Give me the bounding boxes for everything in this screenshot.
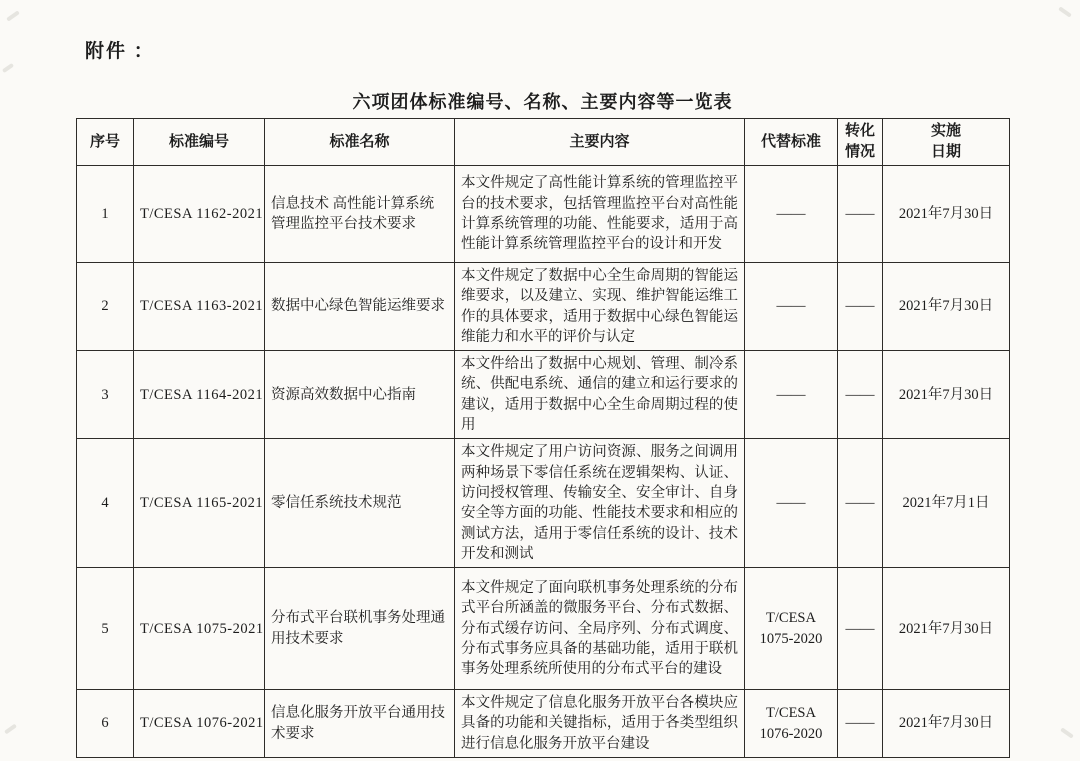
col-header-no: 序号 — [77, 119, 134, 166]
cell-code: T/CESA 1075-2021 — [134, 568, 265, 690]
col-header-code: 标准编号 — [134, 119, 265, 166]
cell-content: 本文件规定了信息化服务开放平台各模块应具备的功能和关键指标，适用于各类型组织进行信息化服务开放平台建设 — [455, 690, 745, 758]
scan-artifact — [4, 724, 17, 735]
col-header-date-line1: 实施 — [930, 123, 961, 139]
page-title: 六项团体标准编号、名称、主要内容等一览表 — [352, 92, 733, 112]
col-header-date — [883, 119, 1010, 166]
cell-replaced: —— — [745, 439, 838, 568]
cell-content: 本文件规定了面向联机事务处理系统的分布式平台所涵盖的微服务平台、分布式数据、分布式缓存访问、全局序列、分布式调度、分布式事务应具备的基础功能，适用于联机事务处理系统所使用的分布式平台的建设 — [455, 568, 745, 690]
cell-replaced: T/CESA 1075-2020 — [745, 568, 838, 690]
cell-name: 数据中心绿色智能运维要求 — [265, 263, 455, 351]
cell-code: T/CESA 1162-2021 — [134, 166, 265, 263]
table-row — [77, 166, 1010, 263]
header-row — [77, 119, 1010, 166]
cell-no: 6 — [77, 690, 134, 758]
cell-name: 信息化服务开放平台通用技术要求 — [265, 690, 455, 758]
cell-conversion: —— — [838, 439, 883, 568]
table-body — [77, 166, 1010, 758]
scan-artifact — [6, 10, 20, 21]
table-row — [77, 439, 1010, 568]
cell-conversion: —— — [838, 351, 883, 439]
table-row — [77, 568, 1010, 690]
cell-no: 2 — [77, 263, 134, 351]
col-header-replaced: 代替标准 — [745, 119, 838, 166]
cell-content: 本文件规定了用户访问资源、服务之间调用两种场景下零信任系统在逻辑架构、认证、访问授权管理、传输安全、安全审计、自身安全等方面的功能、性能技术要求和相应的测试方法，适用于零信任系统的设计、技术开发和测试 — [455, 439, 745, 568]
cell-name: 零信任系统技术规范 — [265, 439, 455, 568]
cell-date: 2021年7月30日 — [883, 690, 1010, 758]
attachment-label: 附件 ： — [85, 41, 155, 62]
col-header-date-line2: 日期 — [930, 144, 961, 160]
cell-replaced: —— — [745, 351, 838, 439]
col-header-content: 主要内容 — [455, 119, 745, 166]
cell-conversion: —— — [838, 690, 883, 758]
cell-code: T/CESA 1165-2021 — [134, 439, 265, 568]
cell-date: 2021年7月30日 — [883, 166, 1010, 263]
col-header-conversion-line1: 转化 — [844, 123, 875, 139]
cell-date: 2021年7月30日 — [883, 263, 1010, 351]
cell-no: 4 — [77, 439, 134, 568]
table-row — [77, 351, 1010, 439]
cell-replaced: —— — [745, 166, 838, 263]
cell-name: 信息技术 高性能计算系统管理监控平台技术要求 — [265, 166, 455, 263]
table-row — [77, 263, 1010, 351]
scan-artifact — [1060, 727, 1074, 738]
scan-artifact — [2, 63, 14, 73]
cell-name: 分布式平台联机事务处理通用技术要求 — [265, 568, 455, 690]
cell-content: 本文件规定了数据中心全生命周期的智能运维要求，以及建立、实现、维护智能运维工作的具体要求，适用于数据中心绿色智能运维能力和水平的评价与认定 — [455, 263, 745, 351]
cell-conversion: —— — [838, 568, 883, 690]
cell-replaced: T/CESA 1076-2020 — [745, 690, 838, 758]
scan-artifact — [1058, 6, 1072, 17]
cell-no: 3 — [77, 351, 134, 439]
cell-date: 2021年7月30日 — [883, 568, 1010, 690]
cell-content: 本文件给出了数据中心规划、管理、制冷系统、供配电系统、通信的建立和运行要求的建议，适用于数据中心全生命周期过程的使用 — [455, 351, 745, 439]
col-header-name: 标准名称 — [265, 119, 455, 166]
cell-name: 资源高效数据中心指南 — [265, 351, 455, 439]
table-row — [77, 690, 1010, 758]
cell-conversion: —— — [838, 263, 883, 351]
cell-code: T/CESA 1076-2021 — [134, 690, 265, 758]
cell-code: T/CESA 1163-2021 — [134, 263, 265, 351]
cell-date: 2021年7月30日 — [883, 351, 1010, 439]
cell-conversion: —— — [838, 166, 883, 263]
cell-content: 本文件规定了高性能计算系统的管理监控平台的技术要求，包括管理监控平台对高性能计算系统管理的功能、性能要求，适用于高性能计算系统管理监控平台的设计和开发 — [455, 166, 745, 263]
cell-no: 5 — [77, 568, 134, 690]
cell-no: 1 — [77, 166, 134, 263]
col-header-conversion — [838, 119, 883, 166]
cell-replaced: —— — [745, 263, 838, 351]
standards-table — [76, 118, 1010, 758]
col-header-conversion-line2: 情况 — [844, 144, 875, 160]
cell-date: 2021年7月1日 — [883, 439, 1010, 568]
cell-code: T/CESA 1164-2021 — [134, 351, 265, 439]
